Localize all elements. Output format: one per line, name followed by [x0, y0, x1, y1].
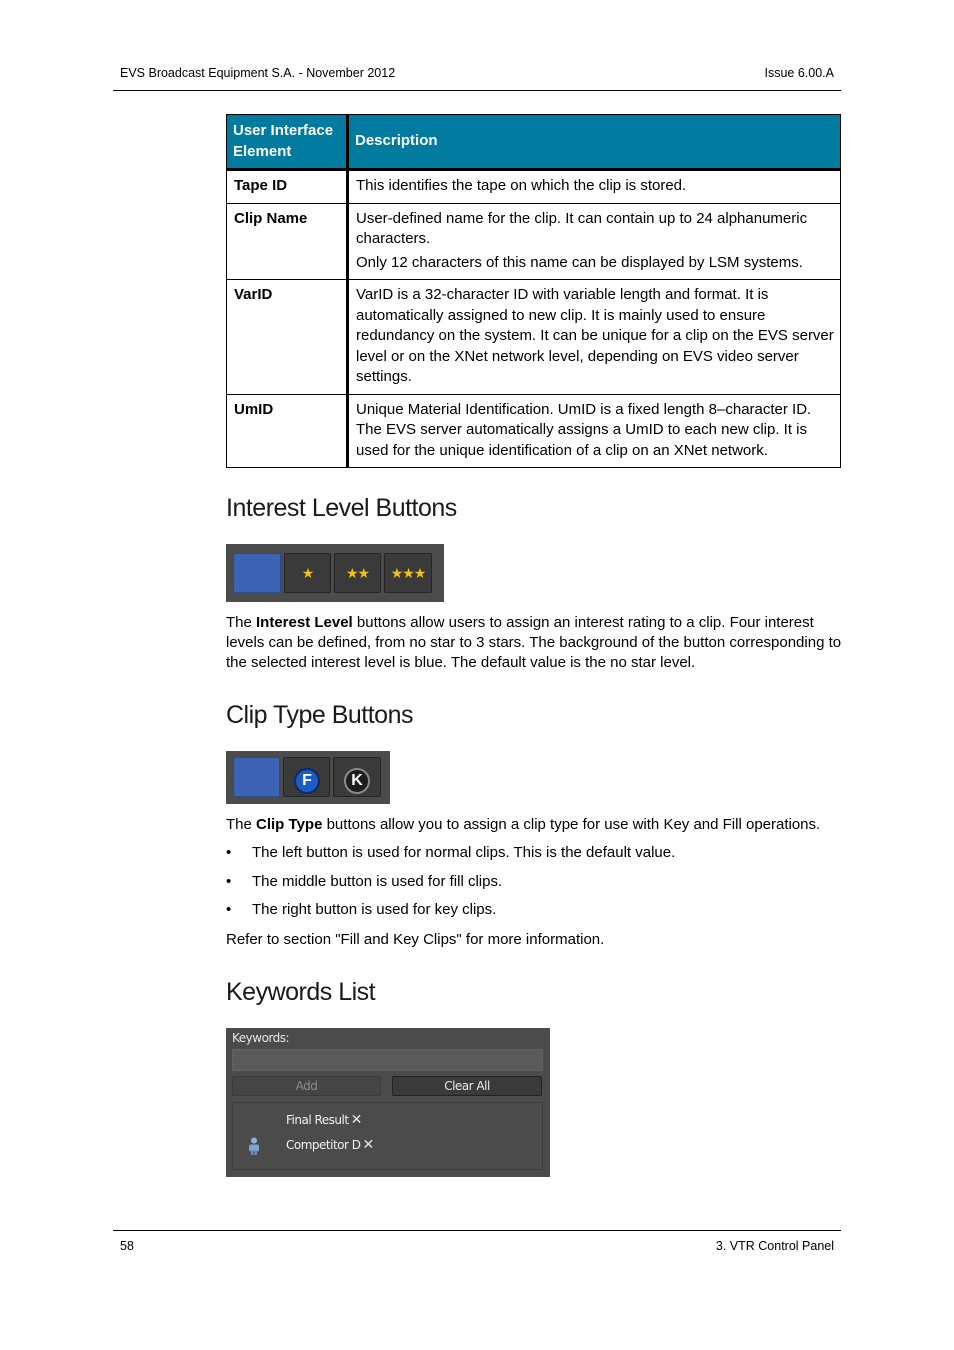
interest-two-star-button[interactable] [334, 553, 381, 593]
description-text: Only 12 characters of this name can be displayed by LSM systems. [356, 253, 803, 271]
list-item [226, 900, 675, 929]
table-row [227, 203, 841, 280]
clip-type-normal-button[interactable] [233, 757, 280, 797]
description-text: This identifies the tape on which the clip is stored. [356, 177, 687, 194]
para-text: buttons allow you to assign a clip type for use with Key and Fill operations. [322, 816, 821, 833]
bullet-icon: • [226, 901, 232, 918]
page-number: 58 [120, 1239, 134, 1253]
list-item [226, 843, 675, 872]
ui-elements-table [226, 114, 841, 468]
interest-level-paragraph [226, 613, 844, 673]
description-text: Unique Material Identification. UmID is a fixed length 8–character ID. The EVS server automatically assigns a UmID to each new clip. It is used for the unique identification of a clip on an XNet network. [356, 400, 812, 459]
keywords-heading: Keywords List [226, 978, 376, 1006]
keyword-input[interactable] [232, 1049, 543, 1071]
keyword-item[interactable] [286, 1137, 374, 1153]
header-right: Issue 6.00.A [764, 66, 834, 80]
clip-type-heading: Clip Type Buttons [226, 701, 413, 729]
table-row [227, 280, 841, 395]
person-icon [247, 1137, 261, 1155]
remove-icon[interactable]: ✕ [362, 1137, 374, 1153]
clip-type-panel [226, 751, 390, 804]
star-icon: ★★★ [390, 564, 426, 581]
table-cell-description [348, 394, 841, 468]
table-cell-element: UmID [227, 394, 348, 468]
star-icon: ★ [301, 564, 314, 581]
clip-type-key-button[interactable] [333, 757, 381, 797]
list-item-text: The middle button is used for fill clips. [252, 872, 503, 890]
chapter-title: 3. VTR Control Panel [715, 1239, 834, 1253]
list-item-text: The right button is used for key clips. [252, 901, 497, 918]
clip-type-bullet-list [226, 843, 675, 929]
table-header-element: User Interface Element [227, 115, 348, 170]
fill-icon: F [294, 768, 320, 794]
page-header [113, 66, 841, 91]
interest-stars [234, 554, 280, 592]
bullet-icon: • [226, 844, 232, 861]
table-cell-description [348, 203, 841, 280]
table-cell-description [348, 280, 841, 395]
keywords-list [232, 1102, 543, 1170]
keyword-text: Competitor D [286, 1138, 361, 1152]
table-header-row [227, 115, 841, 170]
remove-icon[interactable]: ✕ [350, 1112, 362, 1128]
table-row [227, 394, 841, 468]
add-button[interactable]: Add [232, 1076, 381, 1096]
para-text: The [226, 614, 257, 631]
description-text: User-defined name for the clip. It can contain up to 24 alphanumeric characters. [356, 209, 808, 247]
clear-all-button[interactable]: Clear All [392, 1076, 542, 1096]
table-cell-element: VarID [227, 280, 348, 395]
para-text: The [226, 816, 257, 833]
list-item-text: The left button is used for normal clips. This is the default value. [252, 844, 676, 861]
table-cell-description [348, 170, 841, 204]
interest-level-panel [226, 544, 444, 602]
para-bold: Clip Type [256, 816, 323, 833]
keyword-item[interactable] [286, 1112, 362, 1128]
table-cell-element: Clip Name [227, 203, 348, 280]
interest-none-button[interactable] [233, 553, 281, 593]
clip-type-paragraph [226, 815, 844, 835]
keyword-text: Final Result [286, 1113, 349, 1127]
keywords-label: Keywords: [232, 1031, 290, 1045]
table-row [227, 170, 841, 204]
keywords-panel [226, 1028, 550, 1177]
clip-type-fill-button[interactable] [283, 757, 330, 797]
para-text: buttons allow users to assign an interest rating to a clip. Four interest levels can be defined, from no star to 3 stars. The background of the button corresponding to the selected interest level is blue. The default value is the no star level. [226, 614, 842, 671]
para-bold: Interest Level [256, 614, 353, 631]
interest-level-heading: Interest Level Buttons [226, 494, 457, 522]
bullet-icon: • [226, 872, 232, 890]
description-text: VarID is a 32-character ID with variable length and format. It is automatically assigned to new clip. It is mainly used to ensure redundancy on the system. It can be unique for a clip on the EVS server level or on the XNet network level, depending on EVS video server settings. [356, 286, 834, 385]
star-icon: ★★ [345, 564, 370, 581]
interest-one-star-button[interactable] [284, 553, 331, 593]
list-item [226, 872, 675, 901]
refer-paragraph: Refer to section "Fill and Key Clips" for more information. [226, 931, 605, 948]
table-header-description: Description [348, 115, 841, 170]
key-icon: K [344, 768, 370, 794]
page-footer [113, 1230, 841, 1254]
table-cell-element: Tape ID [227, 170, 348, 204]
header-left: EVS Broadcast Equipment S.A. - November 2012 [120, 66, 396, 80]
interest-three-star-button[interactable] [384, 553, 432, 593]
